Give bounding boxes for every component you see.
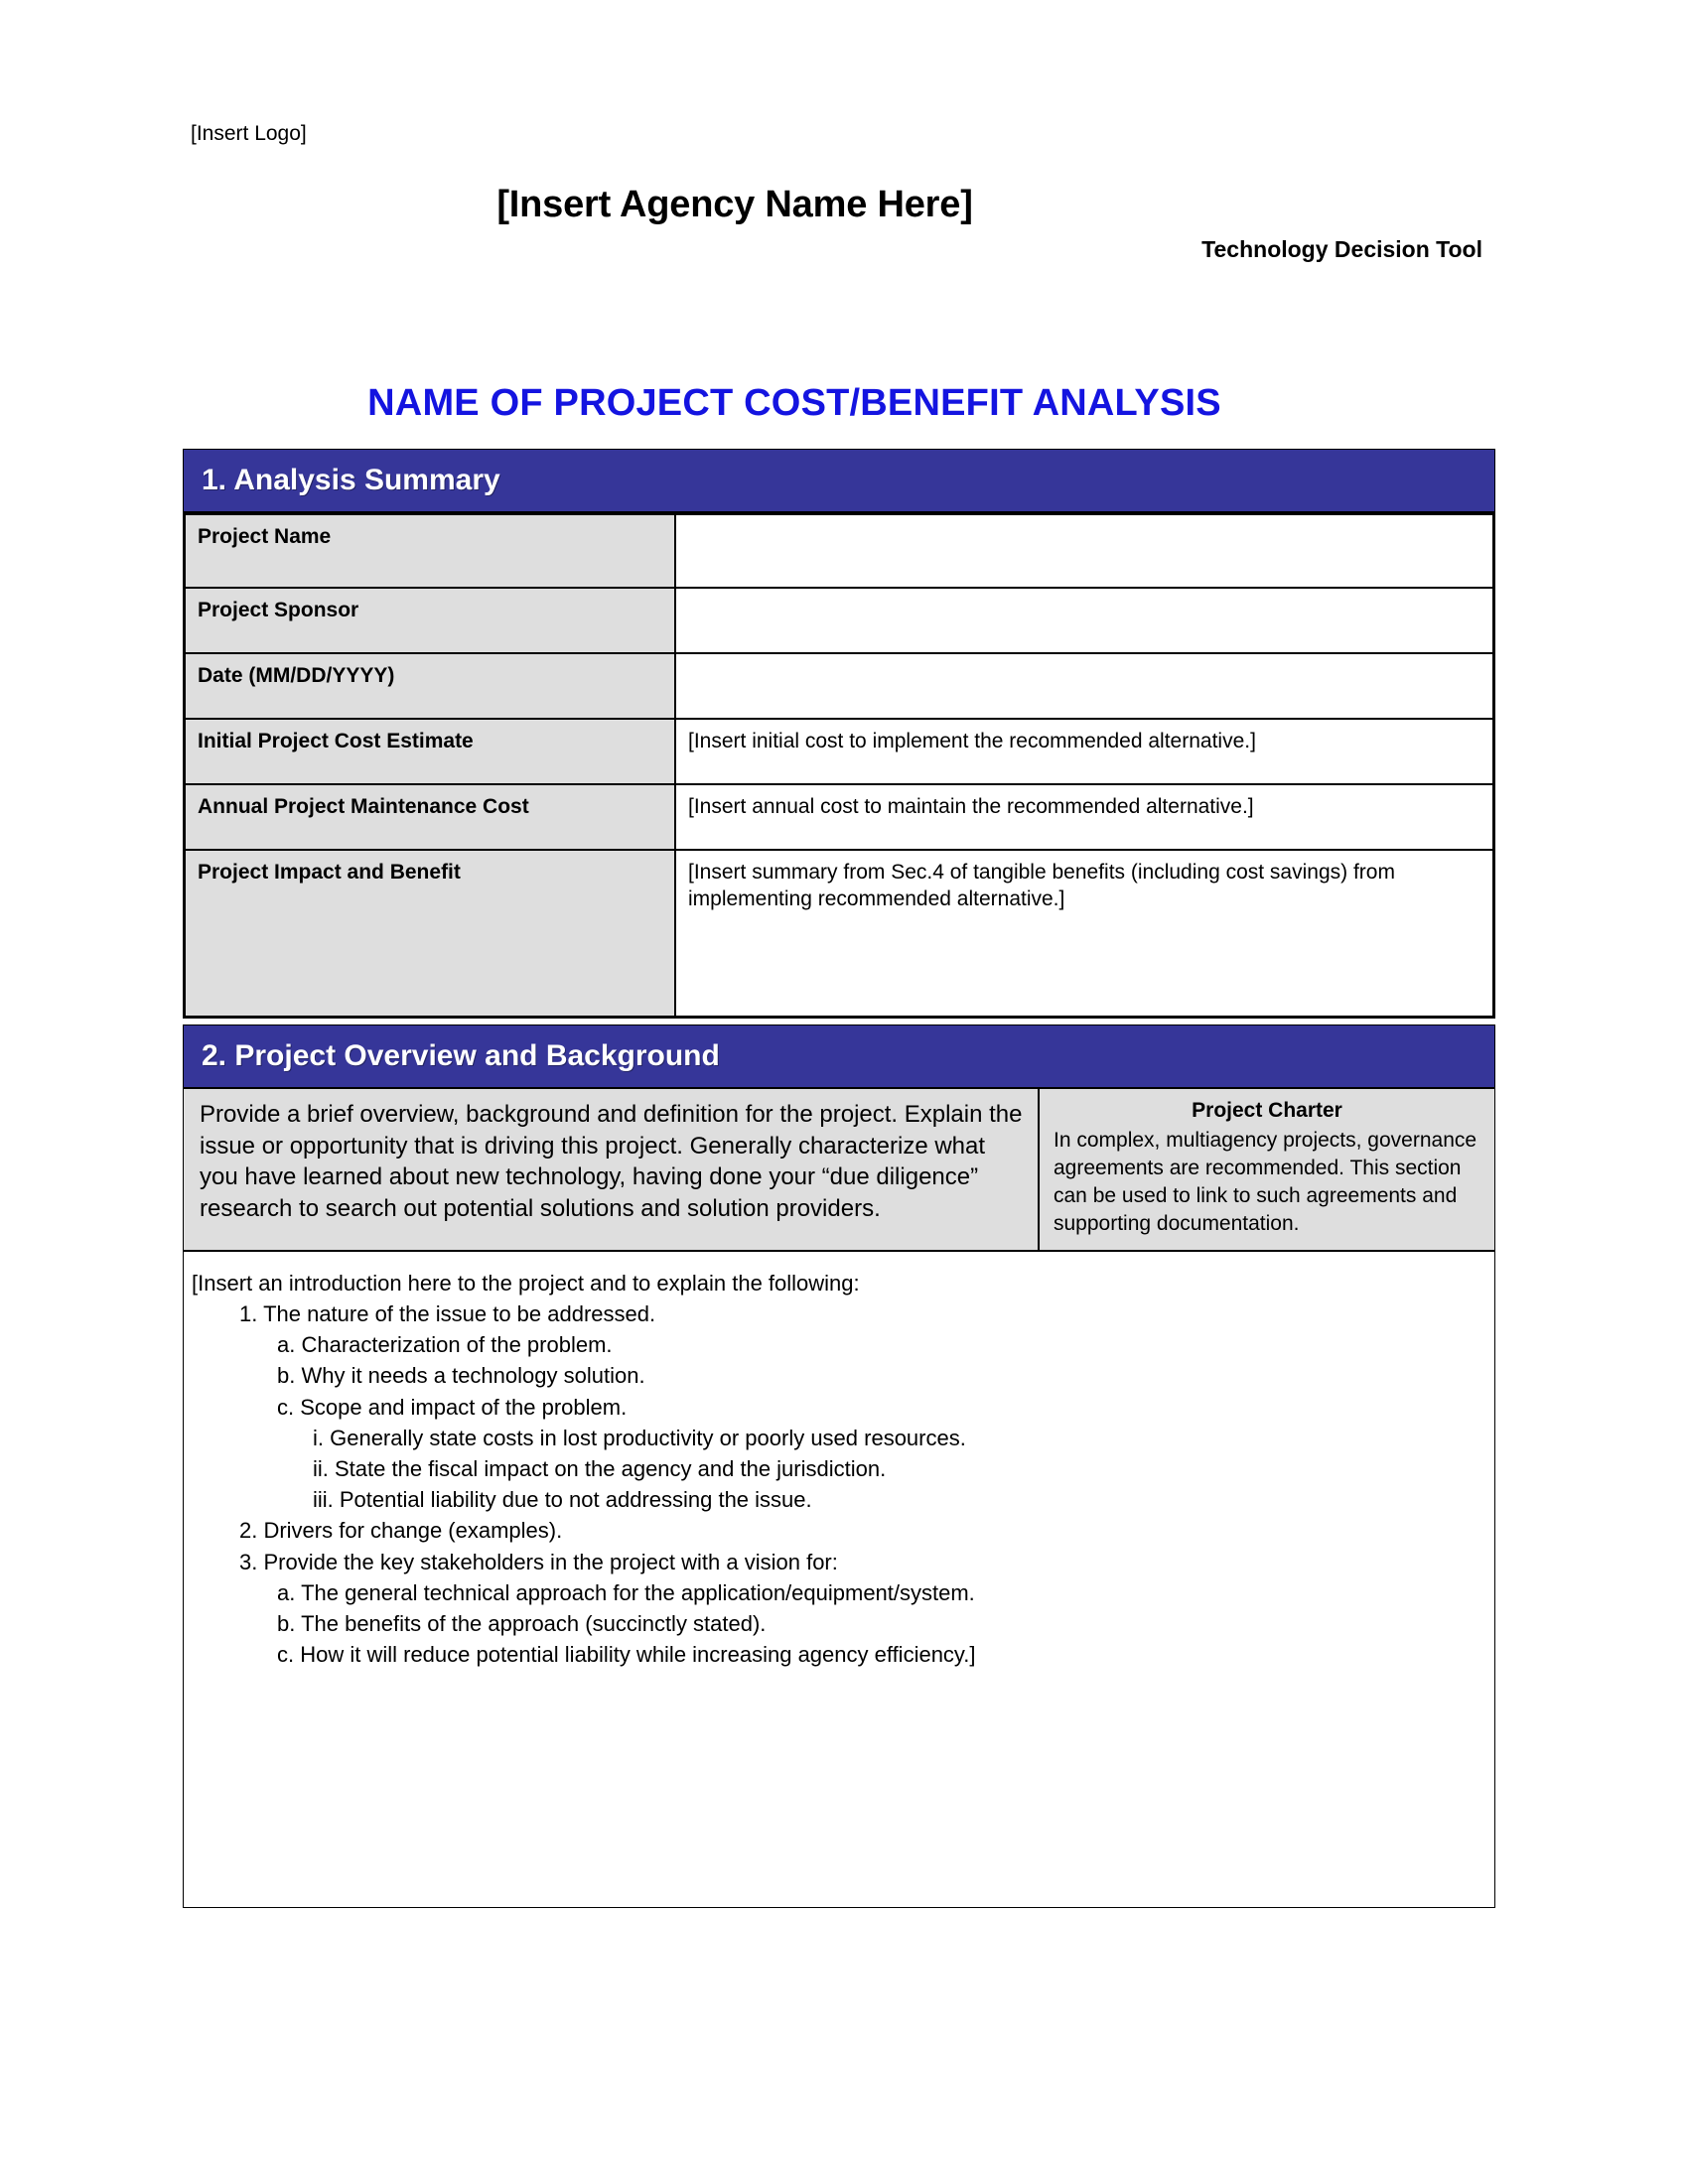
- list-item: c. Scope and impact of the problem.: [277, 1394, 628, 1420]
- project-charter-title: Project Charter: [1192, 1099, 1342, 1122]
- row-label-annual-maintenance: Annual Project Maintenance Cost: [185, 784, 675, 850]
- overview-body-entry[interactable]: [184, 1252, 1494, 1907]
- table-row: [185, 850, 1493, 1017]
- list-item: b. Why it needs a technology solution.: [277, 1363, 645, 1389]
- list-item: a. The general technical approach for the application/equipment/system.: [277, 1579, 975, 1605]
- overview-body-lead: [Insert an introduction here to the project and to explain the following:: [192, 1270, 860, 1296]
- analysis-summary-table: [184, 513, 1494, 1018]
- list-item: 3. Provide the key stakeholders in the project with a vision for:: [239, 1549, 838, 1574]
- list-item: a. Characterization of the problem.: [277, 1332, 613, 1358]
- row-value-initial-cost[interactable]: [Insert initial cost to implement the recommended alternative.]: [675, 719, 1493, 784]
- overview-instruction-text: Provide a brief overview, background and definition for the project. Explain the issue or opportunity that is driving this project. Generally characterize what you have learned about new technology, having done your “due diligence” research to search out potential solutions and solution providers.: [184, 1089, 1040, 1250]
- list-item: i. Generally state costs in lost productivity or poorly used resources.: [313, 1425, 966, 1450]
- overview-body-list: [192, 1298, 1475, 1671]
- agency-name-heading: [Insert Agency Name Here]: [496, 184, 973, 225]
- row-value-annual-maintenance[interactable]: [Insert annual cost to maintain the recommended alternative.]: [675, 784, 1493, 850]
- section-project-overview: [183, 1024, 1495, 1908]
- row-value-impact-benefit[interactable]: [Insert summary from Sec.4 of tangible benefits (including cost savings) from implementing recommended alternative.]: [675, 850, 1493, 1017]
- list-item: 2. Drivers for change (examples).: [239, 1518, 563, 1544]
- list-item: iii. Potential liability due to not addressing the issue.: [313, 1487, 812, 1513]
- table-row: [185, 514, 1493, 588]
- section-analysis-summary: [183, 449, 1495, 1019]
- page-title: NAME OF PROJECT COST/BENEFIT ANALYSIS: [367, 382, 1221, 424]
- table-row: [185, 653, 1493, 719]
- overview-instruction-row: [184, 1089, 1494, 1252]
- row-label-initial-cost: Initial Project Cost Estimate: [185, 719, 675, 784]
- row-label-project-sponsor: Project Sponsor: [185, 588, 675, 653]
- table-row: [185, 588, 1493, 653]
- row-label-impact-benefit: Project Impact and Benefit: [185, 850, 675, 1017]
- list-item: 1. The nature of the issue to be addressed.: [239, 1300, 656, 1326]
- project-charter-text: In complex, multiagency projects, governance agreements are recommended. This section can be used to link to such agreements and supporting documentation.: [1054, 1128, 1477, 1235]
- table-row: [185, 719, 1493, 784]
- row-value-project-name[interactable]: [675, 514, 1493, 588]
- row-label-project-name: Project Name: [185, 514, 675, 588]
- row-value-date[interactable]: [675, 653, 1493, 719]
- row-value-project-sponsor[interactable]: [675, 588, 1493, 653]
- row-label-date: Date (MM/DD/YYYY): [185, 653, 675, 719]
- section1-heading: 1. Analysis Summary: [184, 450, 1494, 513]
- list-item: b. The benefits of the approach (succinctly stated).: [277, 1611, 767, 1637]
- logo-placeholder: [Insert Logo]: [191, 122, 307, 145]
- tool-name-label: Technology Decision Tool: [1201, 236, 1482, 262]
- list-item: ii. State the fiscal impact on the agency and the jurisdiction.: [313, 1456, 887, 1482]
- project-charter-cell: [1040, 1089, 1494, 1250]
- table-row: [185, 784, 1493, 850]
- list-item: c. How it will reduce potential liability while increasing agency efficiency.]: [277, 1642, 976, 1668]
- section2-heading: 2. Project Overview and Background: [184, 1025, 1494, 1089]
